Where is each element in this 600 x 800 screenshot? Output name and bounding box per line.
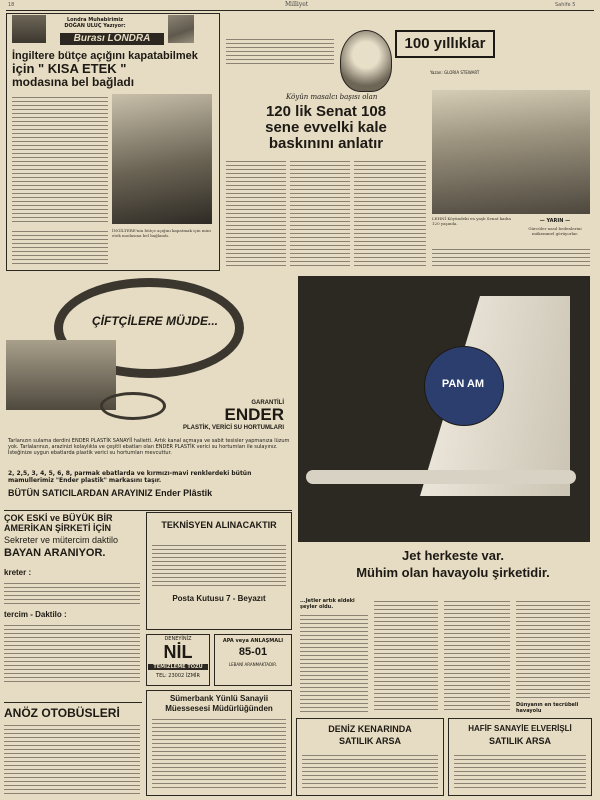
panam-col1-title: ...Jetler artık eldeki şeyler oldu. (300, 598, 355, 610)
senate-body-col-3 (354, 158, 426, 268)
london-headline-2: için " KISA ETEK " (12, 61, 127, 76)
senate-intro-text (226, 36, 334, 66)
apa-title: APA veya ANLAŞMALI (222, 638, 284, 644)
senate-photo (432, 90, 590, 214)
ender-footer: BÜTÜN SATICILARDAN ARAYINIZ Ender Plâstik (8, 488, 213, 498)
continued-subtitle: Gürcüler nasıl bedenlerini mükemmel görüyorlar. (528, 226, 582, 236)
london-caption: İNGİLTERE'nin bütçe açığını kapatmak için mini etek modasına bel bağlandı. (112, 228, 211, 238)
ender-brand-1: GARANTİLİ (251, 400, 284, 406)
hose-roll-icon (100, 392, 166, 420)
sumerbank-title-1: Sümerbank Yünlü Sanayii (169, 694, 269, 703)
teknisyen-text (152, 542, 286, 586)
sumerbank-text (152, 716, 286, 790)
london-body-text (12, 94, 108, 224)
senate-headline-1: 120 lik Senat 108 (265, 103, 387, 120)
ender-body: Tarlanızın sulama derdini ENDER PLASTİK SANAYİİ halletti. Artık kanal açmaya ve sabit tesisler yapmanıza lüzum yok. Tarlalarınızı, arazinizi kolaylıkla ve çeşitli ebatları olan ENDER PLASTİK verici su hortumları ile sulayınız. İsteğinize uygun ebatlarda plastik verici su hortumları mevcuttur. (8, 438, 290, 456)
author-portrait (168, 15, 194, 43)
sumerbank-title-2: Müessesesi Müdürlüğünden (165, 704, 273, 713)
panam-logo: PAN AM (441, 378, 485, 390)
aircraft-fuselage (306, 470, 576, 484)
senate-caption: LEHNİ Köyündeki en yaşlı Senat kadın 120 yaşında. (432, 216, 511, 226)
job-ad-headline: ÇOK ESKİ ve BÜYÜK BİR AMERİKAN ŞİRKETİ İÇİN (4, 513, 113, 533)
masthead-title: Milliyet (285, 1, 309, 8)
page-number: 18 (8, 2, 15, 8)
london-headline-1: İngiltere bütçe açığını kapatabilmek (12, 50, 198, 62)
job-ad-sekreter: Sekreter ve mütercim daktilo (4, 535, 119, 545)
job-ad-bayan: BAYAN ARANIYOR. (4, 547, 106, 559)
farmer-horse-illustration (6, 340, 116, 410)
hafif-text (454, 752, 586, 790)
nil-tel: TEL: 23002 İZMİR (156, 673, 200, 679)
london-banner: Burası LONDRA (60, 33, 164, 45)
panam-headline-2: Mühim olan havayolu şirketidir. (356, 565, 550, 580)
job-ad-kreter: kreter : (4, 568, 32, 577)
ender-brand-2: ENDER (224, 405, 284, 424)
london-photo (112, 94, 212, 224)
senate-author: Yazan: GLORIA STEWART (430, 70, 480, 75)
apa-sub: LEBANİ ARANMAKTADIR. (228, 662, 278, 667)
otobus-headline: ANÖZ OTOBÜSLERİ (4, 706, 120, 720)
ender-brand-3: PLASTİK, VERİCİ SU HORTUMLARI (182, 425, 284, 431)
series-logo: 100 yıllıklar (395, 30, 495, 58)
page-label: Sahife 5 (555, 2, 576, 8)
senate-headline-2: sene evvelki kale (265, 119, 387, 136)
nil-top: DENEYİNİZ (164, 636, 192, 642)
ender-slogan: ÇİFTÇİLERE MÜJDE... (92, 314, 219, 328)
hafif-title-1: HAFİF SANAYİE ELVERİŞLİ (468, 724, 572, 733)
senate-body-col-1 (226, 158, 286, 268)
ender-sizes: 2, 2,5, 3, 4, 5, 6, 8, parmak ebatlarda ve kırmızı-mavi renklerdeki bütün mamullerimiz "Ender plastik" markasını taşır. (8, 470, 252, 484)
panam-headline-1: Jet herkeste var. (402, 548, 504, 563)
apa-number: 85-01 (238, 646, 268, 658)
panam-col-2 (374, 598, 438, 712)
senate-headline-3: baskınını anlatır (268, 135, 384, 152)
hafif-title-2: SATILIK ARSA (489, 736, 551, 746)
deniz-title-1: DENİZ KENARINDA (328, 724, 412, 734)
london-badge: Londra Muhabirimiz DOĞAN ULUÇ Yazıyor: (64, 17, 126, 29)
deniz-text (302, 752, 438, 790)
panam-col-4 (516, 598, 590, 698)
nil-sub: TEMİZLEME TOZU (148, 664, 208, 670)
panam-col-3 (444, 598, 510, 712)
panam-footer-brand: Dünyanın en tecrübeli havayolu (516, 702, 579, 714)
nil-brand: NİL (163, 642, 193, 662)
job-ad-tercim: tercim - Daktilo : (4, 610, 67, 619)
teknisyen-headline: TEKNİSYEN ALINACAKTIR (161, 520, 277, 530)
continued-label: — YARIN — (539, 218, 571, 224)
senate-body-col-4 (432, 246, 590, 268)
london-headline-3: modasına bel bağladı (12, 75, 135, 89)
deniz-title-2: SATILIK ARSA (339, 736, 401, 746)
senate-body-col-2 (290, 158, 350, 268)
job-ad-tercim-text (4, 622, 140, 682)
otobus-text (4, 722, 140, 794)
senate-subhead: Köyün masalcı başısı olan (286, 93, 378, 101)
teknisyen-posta: Posta Kutusu 7 - Beyazıt (172, 594, 266, 603)
london-body-text-2 (12, 228, 108, 266)
big-ben-icon (12, 15, 46, 43)
old-man-illustration (340, 30, 392, 92)
job-ad-kreter-text (4, 580, 140, 606)
panam-col-1 (300, 612, 368, 712)
